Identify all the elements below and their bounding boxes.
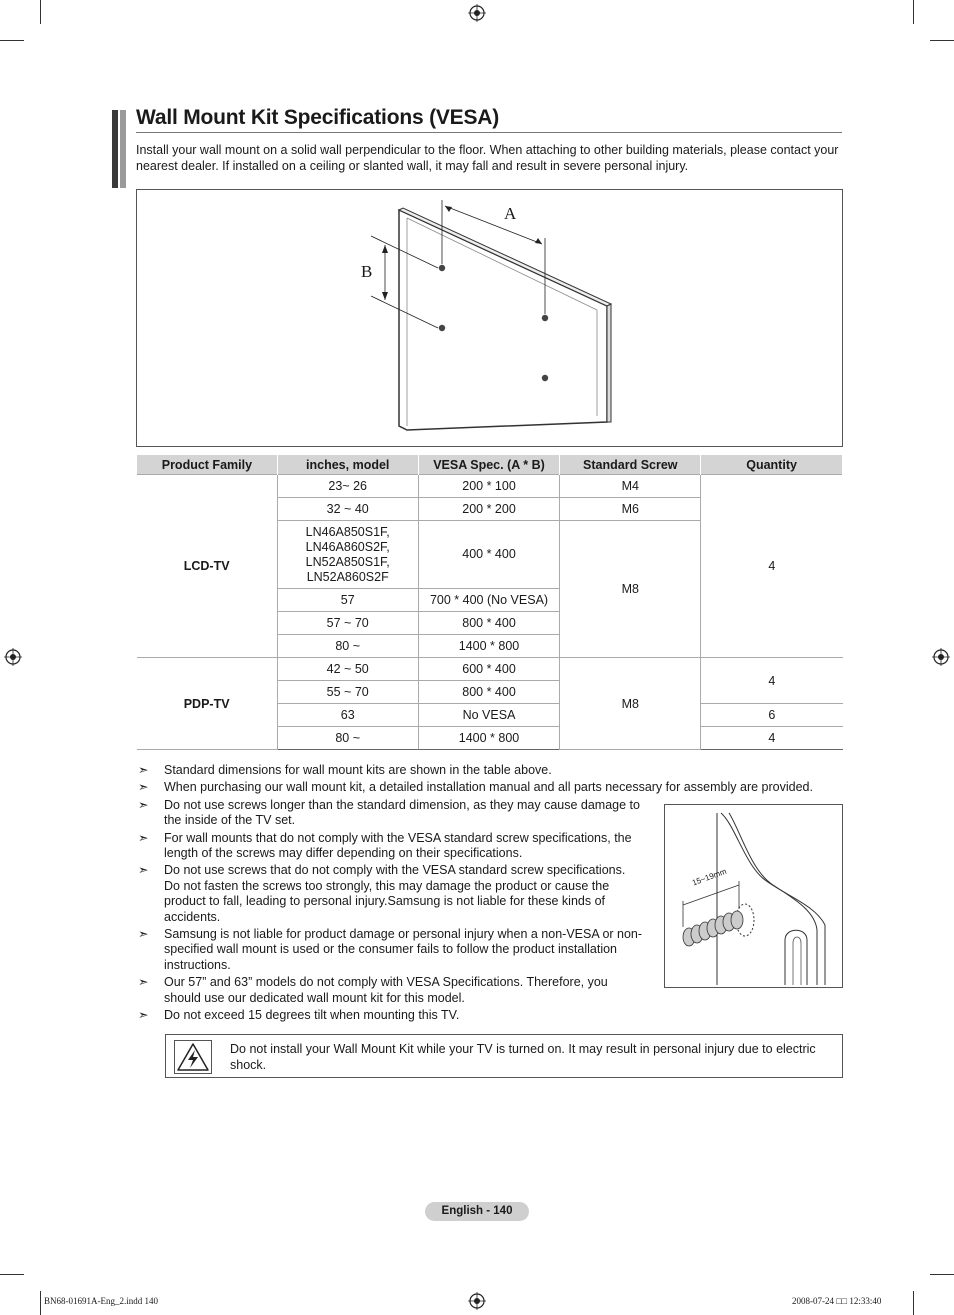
crop-mark [930, 40, 954, 41]
footer-file-info: BN68-01691A-Eng_2.indd 140 [44, 1296, 158, 1306]
note-item: ➣ Our 57” and 63” models do not comply with VESA Specifications. Therefore, you should use our dedicated wall mount kit for this model. [138, 975, 608, 1005]
note-arrow-icon: ➣ [138, 763, 149, 777]
vesa-cell: 1400 * 800 [418, 635, 560, 658]
model-name: LN52A860S2F [306, 569, 389, 584]
model-name: LN52A850S1F, [305, 554, 390, 569]
inches-cell: 42 ~ 50 [277, 658, 418, 681]
page-number-label: English - 140 [425, 1202, 529, 1221]
model-name: LN46A850S1F, [305, 524, 390, 539]
dimension-b-label: B [361, 262, 373, 281]
warning-text: Do not install your Wall Mount Kit while your TV is turned on. It may result in personal injury due to electric shock. [230, 1042, 816, 1072]
column-header: inches, model [277, 455, 418, 475]
product-family-cell: LCD-TV [137, 475, 278, 658]
tv-back-figure [136, 189, 843, 447]
product-family-cell: PDP-TV [137, 658, 278, 750]
footer-timestamp: 2008-07-24 □□ 12:33:40 [792, 1296, 882, 1306]
screw-cell: M8 [560, 658, 701, 750]
quantity-cell: 4 [701, 658, 843, 704]
screw-cell: M8 [560, 521, 701, 658]
inches-cell: 63 [277, 704, 418, 727]
vesa-cell: 400 * 400 [418, 521, 560, 589]
column-header: VESA Spec. (A * B) [418, 455, 560, 475]
screw-cell: M6 [560, 498, 701, 521]
inches-cell: 23~ 26 [277, 475, 418, 498]
inches-cell: 57 [277, 589, 418, 612]
vesa-cell: 800 * 400 [418, 612, 560, 635]
note-item: ➣ Samsung is not liable for product damage or personal injury when a non-VESA or non-specified wall mount is used or the consumer fails to follow the product installation instructions. [138, 927, 643, 972]
quantity-cell: 6 [701, 704, 843, 727]
warning-box [165, 1034, 843, 1078]
note-item: ➣ Do not use screws longer than the standard dimension, as they may cause damage to the inside of the TV set. [138, 797, 640, 828]
registration-mark-icon [932, 648, 950, 666]
screw-length-label: 15~19mm [691, 866, 728, 888]
note-item: ➣ For wall mounts that do not comply with the VESA standard screw specifications, the length of the screws may differ depending on their specifications. [138, 830, 632, 861]
page-title: Wall Mount Kit Specifications (VESA) [136, 106, 500, 129]
table-row [137, 658, 843, 681]
quantity-cell: 4 [701, 727, 843, 750]
vesa-cell: No VESA [418, 704, 560, 727]
registration-mark-icon [468, 1292, 486, 1310]
inches-cell: 55 ~ 70 [277, 681, 418, 704]
title-divider [136, 132, 842, 133]
crop-mark [0, 1274, 24, 1275]
table-row [137, 475, 843, 498]
inches-cell: 57 ~ 70 [277, 612, 418, 635]
column-header: Product Family [137, 455, 278, 475]
note-arrow-icon: ➣ [138, 780, 149, 795]
dimension-a-label: A [504, 204, 517, 223]
vesa-cell: 600 * 400 [418, 658, 560, 681]
note-arrow-icon: ➣ [138, 927, 149, 942]
note-arrow-icon: ➣ [138, 797, 149, 812]
tv-back-illustration [137, 190, 842, 446]
note-item: ➣ Do not use screws that do not comply with the VESA standard screw specifications. Do not fasten the screws too strongly, this may damage the product or cause the product to fall, leading to personal injury.Samsung is not liable for these kinds of accidents. [138, 863, 626, 924]
inches-cell: 80 ~ [277, 635, 418, 658]
screw-cell: M4 [560, 475, 701, 498]
vesa-cell: 800 * 400 [418, 681, 560, 704]
inches-cell: 80 ~ [277, 727, 418, 750]
registration-mark-icon [4, 648, 22, 666]
inches-cell: 32 ~ 40 [277, 498, 418, 521]
note-item: ➣ When purchasing our wall mount kit, a detailed installation manual and all parts necessary for assembly are provided. [138, 780, 813, 795]
vesa-cell: 1400 * 800 [418, 727, 560, 750]
crop-mark [0, 40, 24, 41]
vesa-spec-table [136, 455, 843, 750]
registration-mark-icon [468, 4, 486, 22]
note-arrow-icon: ➣ [138, 1008, 149, 1023]
column-header: Quantity [701, 455, 843, 475]
quantity-cell: 4 [701, 475, 843, 658]
vesa-cell: 200 * 200 [418, 498, 560, 521]
note-arrow-icon: ➣ [138, 975, 149, 990]
crop-mark [913, 0, 914, 24]
warning-icon-frame [174, 1040, 212, 1074]
crop-mark [40, 1291, 41, 1315]
title-accent-bar [112, 110, 118, 188]
screw-length-figure [664, 804, 843, 988]
note-arrow-icon: ➣ [138, 863, 149, 878]
table-header-row [137, 455, 843, 475]
crop-mark [40, 0, 41, 24]
crop-mark [930, 1274, 954, 1275]
vesa-cell: 700 * 400 (No VESA) [418, 589, 560, 612]
note-item: ➣ Standard dimensions for wall mount kits are shown in the table above. [138, 763, 552, 777]
inches-cell [277, 521, 418, 589]
column-header: Standard Screw [560, 455, 701, 475]
note-arrow-icon: ➣ [138, 830, 149, 845]
note-item: ➣ Do not exceed 15 degrees tilt when mounting this TV. [138, 1008, 460, 1023]
title-accent-bar [120, 110, 126, 188]
intro-paragraph: Install your wall mount on a solid wall perpendicular to the floor. When attaching to other building materials, please contact your nearest dealer. If installed on a ceiling or slanted wall, it may fall and result in severe personal injury. [136, 143, 839, 173]
crop-mark [913, 1291, 914, 1315]
electric-shock-warning-icon [175, 1041, 211, 1073]
model-name: LN46A860S2F, [305, 539, 390, 554]
vesa-cell: 200 * 100 [418, 475, 560, 498]
screw-illustration [665, 805, 842, 987]
